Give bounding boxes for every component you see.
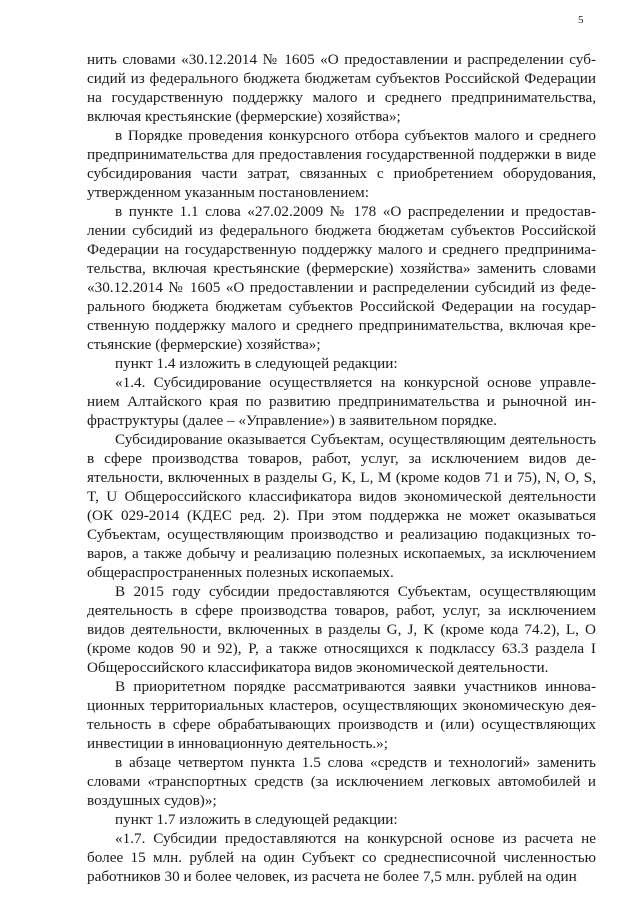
paragraph-clause-1-1: в пункте 1.1 слова «27.02.2009 № 178 «О распределении и предоставлении субсидий из федерального бюджета бюджетам субъектов Российской Федерации на государственную поддержку малого и среднего предпринимательства, включая крестьянские (фермерские) хозяйства» заменить словами «30.12.2014 № 1605 «О предоставлении и распределении субсидий из федерального бюджета бюджетам субъектов Российской Федерации на государственную поддержку малого и среднего предпринимательства, включая крестьянские (фермерские) хозяйства»; [87, 203, 596, 353]
paragraph-procedure-amendment: в Порядке проведения конкурсного отбора субъектов малого и среднего предпринимательства для предоставления государственной поддержки в виде субсидирования части затрат, связанных с приобретением оборудования, утвержденном указанным постановлением: [87, 127, 596, 201]
paragraph-clause-1-7-text: «1.7. Субсидии предоставляются на конкурсной основе из расчета не более 15 млн. рублей на один Субъект со среднесписочной численностью работников 30 и более человек, из расчета не более 7,5 млн. рублей на один [87, 830, 596, 885]
paragraph-clause-1-4-text: «1.4. Субсидирование осуществляется на конкурсной основе управлением Алтайского края по развитию предпринимательства и рыночной инфраструктуры (далее – «Управление») в заявительном порядке. [87, 374, 596, 429]
paragraph-clause-1-5: в абзаце четвертом пункта 1.5 слова «средств и технологий» заменить словами «транспортных средств (за исключением легковых автомобилей и воздушных судов)»; [87, 754, 596, 809]
paragraph-clause-1-7-intro: пункт 1.7 изложить в следующей редакции: [115, 811, 398, 828]
page-number: 5 [578, 14, 584, 26]
paragraph-subsidy-scope: Субсидирование оказывается Субъектам, осуществляющим деятельность в сфере производства товаров, работ, услуг, за исключением видов деятельности, включенных в разделы G, K, L, M (кроме кодов 71 и 75), N, O, S, T, U Общероссийского классификатора видов экономической деятельности (ОК 029-2014 (КДЕС ред. 2). При этом поддержка не может оказываться Субъектам, осуществляющим производство и реализацию подакцизных товаров, а также добычу и реализацию полезных ископаемых, за исключением общераспространенных полезных ископаемых. [87, 431, 596, 581]
paragraph-2015-subsidies: В 2015 году субсидии предоставляются Субъектам, осуществляющим деятельность в сфере производства товаров, работ, услуг, за исключением видов деятельности, включенных в разделы G, J, K (кроме кода 74.2), L, O (кроме кодов 90 и 92), P, а также относящихся к подклассу 63.3 раздела I Общероссийского классификатора видов экономической деятельности. [87, 583, 596, 676]
paragraph-clause-1-4-intro: пункт 1.4 изложить в следующей редакции: [115, 355, 398, 372]
paragraph-priority: В приоритетном порядке рассматриваются заявки участников инновационных территориальных кластеров, осуществляющих экономическую деятельность в сфере обрабатывающих производств и (или) осуществляющих инвестиции в инновационную деятельность.»; [87, 678, 596, 752]
paragraph-continuation: нить словами «30.12.2014 № 1605 «О предоставлении и распределении субсидий из федерального бюджета бюджетам субъектов Российской Федерации на государственную поддержку малого и среднего предпринимательства, включая крестьянские (фермерские) хозяйства»; [87, 51, 596, 125]
document-body [87, 50, 596, 886]
